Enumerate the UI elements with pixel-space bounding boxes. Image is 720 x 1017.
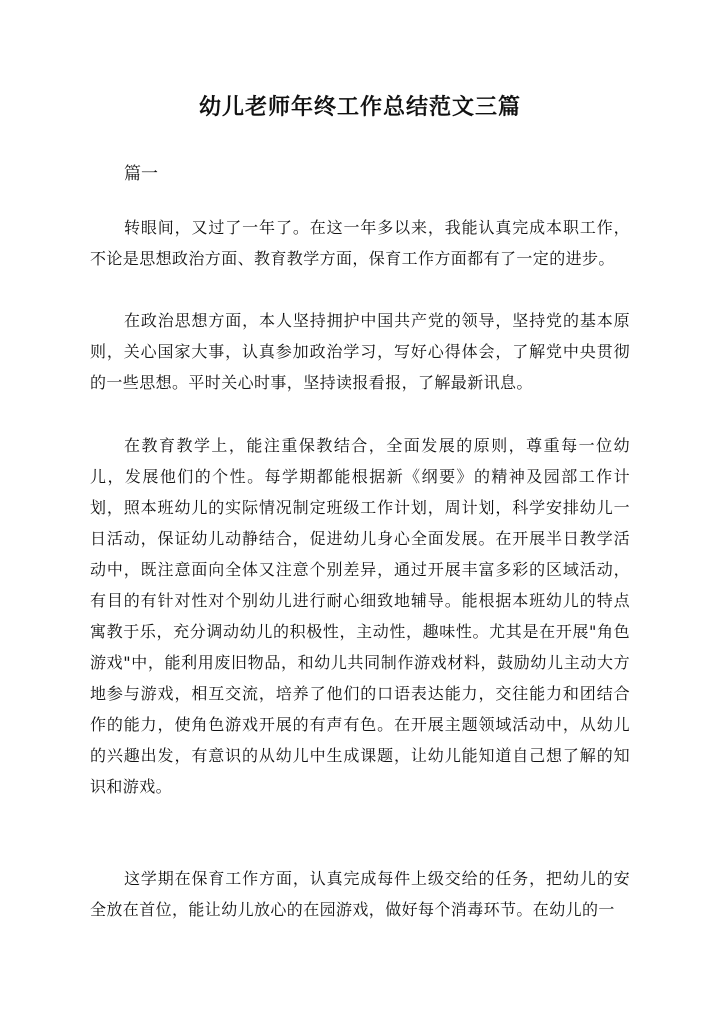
paragraph-politics: 在政治思想方面，本人坚持拥护中国共产党的领导，坚持党的基本原则，关心国家大事，认真参加政治学习，写好心得体会，了解党中央贯彻的一些思想。平时关心时事，坚持读报看报，了解最新讯息。 — [90, 311, 630, 392]
document-title: 幼儿老师年终工作总结范文三篇 — [198, 95, 521, 120]
paragraph-teaching: 在教育教学上，能注重保教结合，全面发展的原则，尊重每一位幼儿，发展他们的个性。每学期都能根据新《纲要》的精神及园部工作计划，照本班幼儿的实际情况制定班级工作计划，周计划，科学安排幼儿一日活动，保证幼儿动静结合，促进幼儿身心全面发展。在开展半日教学活动中，既注意面向全体又注意个别差异，通过开展丰富多彩的区域活动，有目的有针对性对个别幼儿进行耐心细致地辅导。能根据本班幼儿的特点寓教于乐，充分调动幼儿的积极性，主动性，趣味性。尤其是在开展"角色游戏"中，能利用废旧物品，和幼儿共同制作游戏材料，鼓励幼儿主动大方地参与游戏，相互交流，培养了他们的口语表达能力，交往能力和团结合作的能力，使角色游戏开展的有声有色。在开展主题领域活动中，从幼儿的兴趣出发，有意识的从幼儿中生成课题，让幼儿能知道自己想了解的知识和游戏。 — [90, 436, 630, 796]
paragraph-intro: 转眼间，又过了一年了。在这一年多以来，我能认真完成本职工作，不论是思想政治方面、教育教学方面，保育工作方面都有了一定的进步。 — [90, 218, 630, 268]
section-heading: 篇一 — [124, 164, 158, 184]
paragraph-care: 这学期在保育工作方面，认真完成每件上级交给的任务，把幼儿的安全放在首位，能让幼儿放心的在园游戏，做好每个消毒环节。在幼儿的一 — [90, 869, 630, 919]
